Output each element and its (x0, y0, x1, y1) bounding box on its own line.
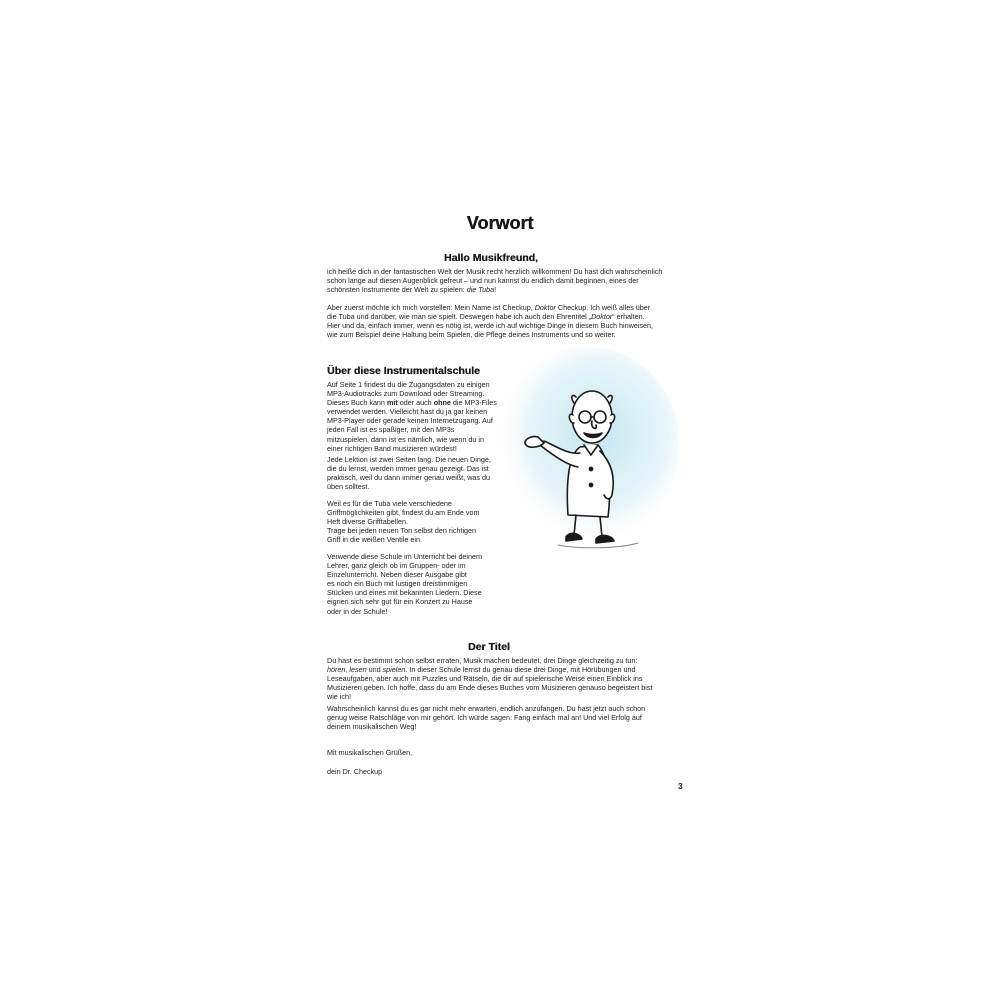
text-line: Jede Lektion ist zwei Seiten lang. Die neuen Dinge, (327, 455, 491, 464)
text-line: Du hast es bestimmt schon selbst erraten, Musik machen bedeutet, drei Dinge gleichzeitig zu tun: (327, 656, 638, 665)
text-line: Musizieren geben. Ich hoffe, dass du am Ende dieses Buches vom Musizieren genauso begeistert bist (327, 683, 653, 693)
text-line: mitzuspielen, dann ist es nämlich, wie wenn du in (327, 434, 485, 444)
text-line: Leseaufgaben, aber auch mit Puzzles und Rätseln, die dir auf spielerische Weise einen Einblick ins (327, 674, 643, 684)
titel-paragraph-1 (327, 656, 653, 701)
doctor-checkup-illustration-icon (488, 345, 678, 555)
text-line (327, 398, 497, 407)
text-run: Dieses Buch kann (327, 398, 387, 408)
text-line: praktisch, weil du dann immer genau weißt, was du (327, 473, 490, 483)
text-line: ich heiße dich in der fantastischen Welt der Musik recht herzlich willkommen! Du hast dich wahrscheinlich (327, 267, 663, 276)
emphasis-text: spielen (382, 665, 406, 675)
text-line (327, 312, 653, 321)
emphasis-text: Doktor (534, 303, 556, 312)
text-run: die MP3-Files (450, 398, 497, 408)
bold-text: ohne (433, 398, 451, 408)
intro-heading: Hallo Musikfreund, (444, 252, 538, 264)
text-line: Heft diverse Grifftabellen. (327, 517, 408, 527)
emphasis-text: die Tuba (466, 285, 495, 295)
text-line: MP3-Audiotracks zum Download oder Streaming. (327, 389, 485, 399)
text-run: “ erhalten. (612, 312, 645, 322)
text-run: ! (494, 285, 497, 295)
titel-heading: Der Titel (468, 641, 510, 653)
text-run: oder auch (397, 398, 434, 408)
text-line: wie zum Beispiel deine Haltung beim Spielen, die Pflege deines Instruments und so weiter. (327, 330, 616, 340)
school-paragraph-1 (327, 380, 497, 453)
text-run: die Tuba und darüber, wie man sie spielt. Deswegen habe ich auch den Ehrentitel „ (327, 312, 592, 322)
text-line: jeden Fall ist es spaßiger, mit den MP3s (327, 425, 455, 435)
text-line: Hier und da, einfach immer, wenn es nötig ist, werde ich auf wichtige Dinge in diesem Buch hinweisen, (327, 321, 654, 331)
text-line: üben solltest. (327, 482, 370, 492)
text-line: Stücken und eines mit bekannten Liedern. Diese (327, 588, 482, 598)
text-line: Verwende diese Schule im Unterricht bei deinem (327, 552, 483, 561)
text-line (327, 665, 653, 674)
page-number: 3 (678, 781, 683, 791)
signature-line (327, 767, 382, 776)
text-line: Auf Seite 1 findest du die Zugangsdaten zu einigen (327, 380, 490, 389)
text-line: Weil es für die Tuba viele verschiedene (327, 499, 452, 508)
intro-paragraph-1 (327, 267, 662, 294)
school-paragraph-3 (327, 499, 479, 544)
emphasis-text: Doktor (591, 312, 613, 322)
text-line: Lehrer, ganz gleich ob im Gruppen- oder im (327, 561, 466, 571)
text-line: Mit musikalischen Grüßen, (327, 748, 413, 757)
text-run: und (366, 665, 383, 675)
text-line: Einzelunterricht. Neben dieser Ausgabe gibt (327, 570, 467, 580)
text-line: verwendet werden. Vielleicht hast du ja gar keinen (327, 407, 488, 417)
text-line: deinem musikalischen Weg! (327, 722, 417, 732)
text-line: dein Dr. Checkup (327, 767, 383, 776)
text-line: Griff in die weißen Ventile ein. (327, 535, 422, 545)
text-line: einer richtigen Band musizieren würdest! (327, 443, 457, 453)
text-line: es noch ein Buch mit lustigen dreistimmigen (327, 579, 468, 589)
closing-line (327, 748, 412, 757)
text-run: . In dieser Schule lernst du genau diese drei Dinge, mit Hörübungen und (405, 665, 636, 675)
school-paragraph-4 (327, 552, 482, 616)
emphasis-text: hören (327, 665, 346, 675)
text-line: schon lange auf diesen Augenblick gefreut – und nun kannst du endlich damit beginnen, eines der (327, 276, 639, 286)
text-run: schönsten Instrumente der Welt zu spielen: (327, 285, 467, 295)
text-run: , (345, 665, 350, 675)
text-line: eignen sich sehr gut für ein Konzert zu Hause (327, 597, 473, 607)
text-line (327, 303, 653, 312)
text-line: oder in der Schule! (327, 606, 388, 616)
text-line: genug weise Ratschläge von mir gehört. Ich würde sagen: Fang einfach mal an! Und viel Erfolg auf (327, 713, 642, 723)
school-paragraph-2 (327, 455, 491, 491)
text-run: Aber zuerst möchte ich mich vorstellen: Mein Name ist Checkup, (327, 303, 535, 312)
text-line: MP3-Player oder gerade keinen Internetzugang. Auf (327, 416, 493, 426)
bold-text: mit (386, 398, 398, 408)
text-line: Trage bei jeden neuen Ton selbst den richtigen (327, 526, 477, 536)
page-title: Vorwort (466, 213, 534, 233)
emphasis-text: lesen (349, 665, 367, 675)
text-line: Wahrscheinlich kannst du es gar nicht mehr erwarten, endlich anzufangen. Du hast jetzt auch schon (327, 704, 646, 713)
text-line: Griffmöglichkeiten gibt, findest du am Ende vom (327, 508, 480, 518)
text-line: die du lernst, werden immer genau gezeigt. Das ist (327, 464, 489, 474)
text-line: wie ich! (327, 692, 351, 702)
titel-paragraph-2 (327, 704, 645, 731)
intro-paragraph-2 (327, 303, 653, 339)
text-line (327, 285, 662, 294)
school-heading: Über diese Instrumentalschule (327, 365, 480, 377)
text-run: Checkup. Ich weiß alles über (555, 303, 651, 312)
